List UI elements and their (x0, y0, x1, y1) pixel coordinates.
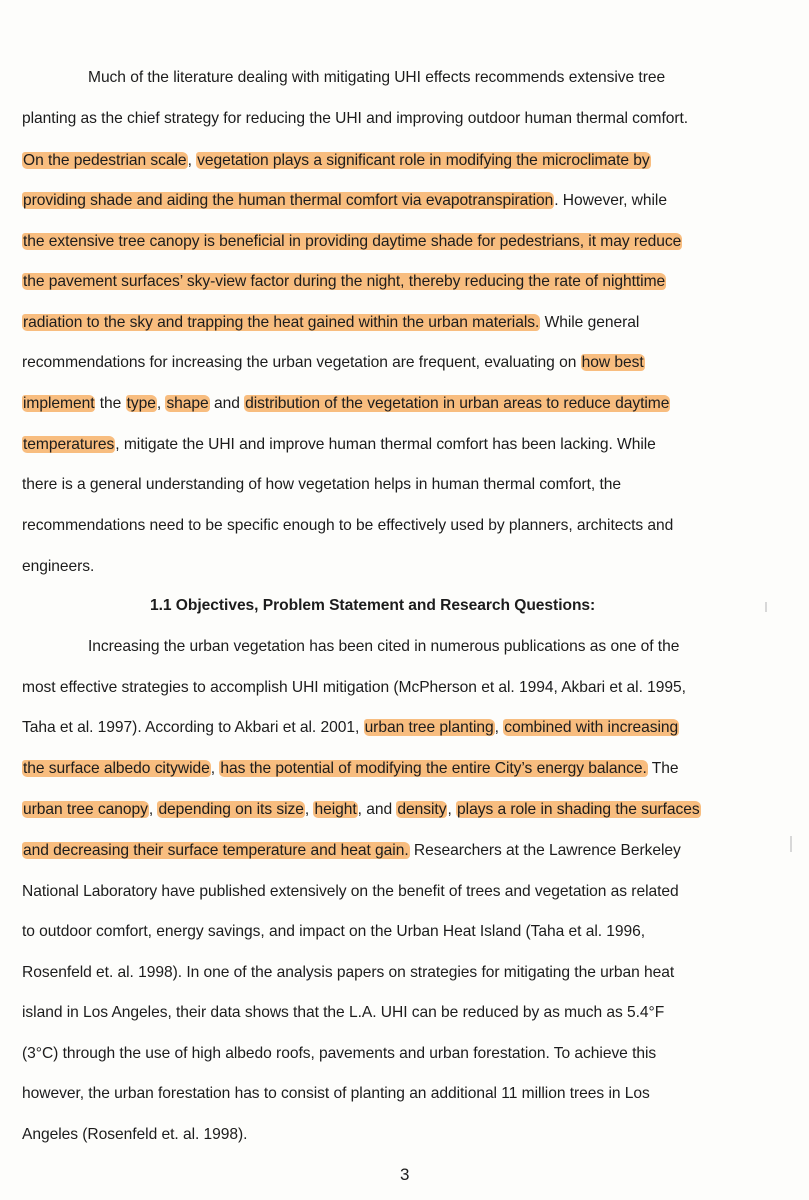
p1-line-13: engineers. (22, 558, 95, 575)
p1-line-2: planting as the chief strategy for reducing the UHI and improving outdoor human thermal comfort. (22, 110, 689, 127)
text-run: , (187, 152, 197, 169)
text-run: , (494, 719, 504, 736)
highlight: urban tree planting (364, 719, 494, 736)
p1-line-7 (22, 313, 639, 333)
highlight: the pavement surfaces’ sky-view factor during the night, thereby reducing the rate of nighttime (23, 273, 666, 290)
p1-line-11: there is a general understanding of how vegetation helps in human thermal comfort, the (22, 476, 622, 493)
scan-mark (765, 602, 767, 612)
p1-line-4 (22, 191, 667, 211)
text-run: , (447, 801, 457, 818)
highlight: depending on its size (158, 801, 304, 818)
p2-line-4 (22, 759, 679, 779)
highlight: radiation to the sky and trapping the heat gained within the urban materials. (23, 314, 540, 331)
highlight: the surface albedo citywide (23, 760, 210, 777)
highlight: height (314, 801, 357, 818)
text-run: Taha et al. 1997). According to Akbari et al. 2001, (22, 719, 364, 736)
p1-line-12: recommendations need to be specific enough to be effectively used by planners, architects and (22, 517, 674, 534)
highlight: type (126, 395, 156, 412)
highlight: plays a role in shading the surfaces (457, 801, 700, 818)
p1-line-5 (22, 232, 682, 252)
highlight: distribution of the vegetation in urban areas to reduce daytime (245, 395, 670, 412)
highlight: and decreasing their surface temperature and heat gain. (23, 842, 409, 859)
text-run: , (156, 395, 166, 412)
p2-line-12: however, the urban forestation has to consist of planting an additional 11 million trees in Los (22, 1085, 650, 1102)
highlight: combined with increasing (504, 719, 679, 736)
highlight: providing shade and aiding the human thermal comfort via evapotranspiration (23, 192, 554, 209)
p1-line-1: Much of the literature dealing with mitigating UHI effects recommends extensive tree (88, 69, 666, 86)
text-run: Researchers at the Lawrence Berkeley (409, 842, 681, 859)
p2-line-11: (3°C) through the use of high albedo roofs, pavements and urban forestation. To achieve this (22, 1045, 657, 1062)
p2-line-7: National Laboratory have published extensively on the benefit of trees and vegetation as related (22, 883, 679, 900)
p2-line-5 (22, 800, 701, 820)
text-run: the (95, 395, 126, 412)
highlight: On the pedestrian scale (23, 152, 187, 169)
text-run: , and (357, 801, 397, 818)
highlight: the extensive tree canopy is beneficial in providing daytime shade for pedestrians, it may reduce (23, 233, 682, 250)
highlight: shape (166, 395, 209, 412)
text-run: recommendations for increasing the urban vegetation are frequent, evaluating on (22, 354, 581, 371)
highlight: implement (23, 395, 95, 412)
p2-line-13: Angeles (Rosenfeld et. al. 1998). (22, 1126, 248, 1143)
text-run: . However, while (554, 192, 667, 209)
text-run: , mitigate the UHI and improve human thermal comfort has been lacking. While (115, 436, 656, 453)
p2-line-8: to outdoor comfort, energy savings, and impact on the Urban Heat Island (Taha et al. 1996, (22, 923, 646, 940)
p1-line-9 (22, 394, 670, 414)
p2-line-9: Rosenfeld et. al. 1998). In one of the analysis papers on strategies for mitigating the urban heat (22, 964, 675, 981)
scan-mark (790, 836, 792, 852)
highlight: density (397, 801, 447, 818)
text-run: , (148, 801, 158, 818)
text-run: The (647, 760, 679, 777)
page-number: 3 (400, 1165, 410, 1184)
highlight: has the potential of modifying the entire City’s energy balance. (220, 760, 647, 777)
p1-line-3 (22, 151, 651, 171)
p2-line-1: Increasing the urban vegetation has been cited in numerous publications as one of the (88, 638, 680, 655)
p2-line-6 (22, 841, 681, 861)
highlight: temperatures (23, 436, 115, 453)
p1-line-8 (22, 353, 645, 373)
highlight: urban tree canopy (23, 801, 148, 818)
text-run: , (210, 760, 220, 777)
text-run: and (209, 395, 245, 412)
p2-line-2: most effective strategies to accomplish UHI mitigation (McPherson et al. 1994, Akbari et al. 1995, (22, 679, 686, 696)
p1-line-10 (22, 435, 656, 455)
p2-line-3 (22, 718, 679, 738)
p1-line-6 (22, 272, 666, 292)
section-heading: 1.1 Objectives, Problem Statement and Research Questions: (150, 597, 596, 614)
highlight: vegetation plays a significant role in modifying the microclimate by (197, 152, 650, 169)
text-run: , (304, 801, 314, 818)
text-run: While general (540, 314, 640, 331)
p2-line-10: island in Los Angeles, their data shows that the L.A. UHI can be reduced by as much as 5.4°F (22, 1004, 665, 1021)
highlight: how best (581, 354, 644, 371)
